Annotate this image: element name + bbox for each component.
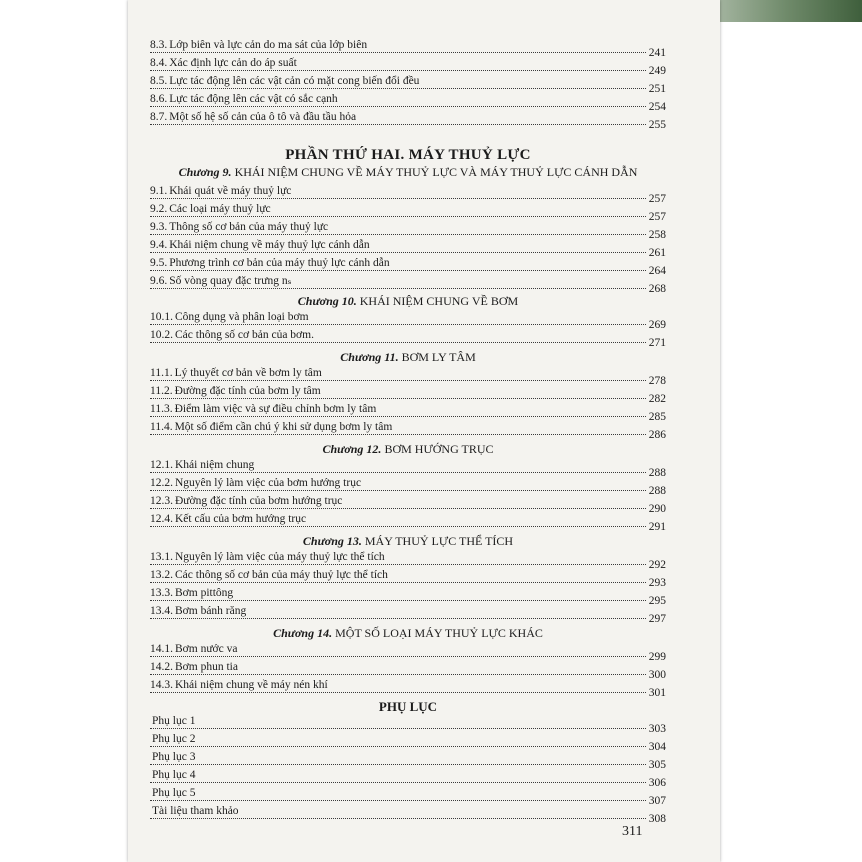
toc-entry-number: 9.2. <box>150 203 168 215</box>
dot-leader <box>150 618 666 619</box>
toc-entry <box>150 804 666 825</box>
toc-entry-title: Xác định lực cản do áp suất <box>169 57 297 69</box>
toc-entry-number: 8.6. <box>150 93 168 105</box>
toc-entry-text <box>150 568 388 583</box>
toc-entry-page: 290 <box>648 503 666 515</box>
chapter-heading <box>150 293 666 309</box>
dot-leader <box>150 434 666 435</box>
toc-entry <box>150 732 666 753</box>
toc-entry-title: Phụ lục 1 <box>152 715 196 727</box>
toc-entry-text <box>150 550 385 565</box>
toc-entry-text <box>150 220 328 235</box>
toc-entry-text <box>150 732 195 747</box>
toc-entry <box>150 786 666 807</box>
toc-entry-page: 307 <box>648 795 666 807</box>
toc-entry <box>150 642 666 663</box>
toc-entry-text <box>150 74 419 89</box>
toc-entry-page: 288 <box>648 467 666 479</box>
chapter-caption: Chương 13. <box>302 534 362 548</box>
dot-leader <box>150 728 666 729</box>
toc-entry <box>150 586 666 607</box>
toc-entry-page: 301 <box>648 687 666 699</box>
toc-entry-title: Công dụng và phân loại bơm <box>175 311 309 323</box>
chapter-title: BƠM LY TÂM <box>401 350 476 364</box>
toc-entry <box>150 366 666 387</box>
toc-entry-page: 288 <box>648 485 666 497</box>
toc-entry-title: Khái niệm chung <box>175 459 255 471</box>
toc-entry-page: 297 <box>648 613 666 625</box>
toc-entry-page: 264 <box>648 265 666 277</box>
toc-entry <box>150 74 666 95</box>
toc-entry-page: 278 <box>648 375 666 387</box>
part-title: PHẦN THỨ HAI. MÁY THUỶ LỰC <box>285 147 531 163</box>
toc-entry-text <box>150 660 238 675</box>
toc-entry <box>150 568 666 589</box>
toc-entry <box>150 458 666 479</box>
toc-entry <box>150 494 666 515</box>
toc-entry-page: 261 <box>648 247 666 259</box>
toc-entry <box>150 184 666 205</box>
toc-entry-text <box>150 476 361 491</box>
toc-entry-title: Thông số cơ bản của máy thuỷ lực <box>169 221 329 233</box>
dot-leader <box>150 270 666 271</box>
toc-entry-number: 8.5. <box>150 75 168 87</box>
chapter-heading <box>150 625 666 641</box>
dot-leader <box>150 582 666 583</box>
toc-entry-title: Một số điểm cần chú ý khi sử dụng bơm ly tâm <box>174 421 393 433</box>
toc-entry-title: Phụ lục 4 <box>152 769 196 781</box>
toc-entry-page: 269 <box>648 319 666 331</box>
dot-leader <box>150 800 666 801</box>
toc-entry-title: Lực tác động lên các vật có sắc cạnh <box>169 93 338 105</box>
toc-entry-number: 9.3. <box>150 221 168 233</box>
toc-entry <box>150 310 666 331</box>
toc-entry-text <box>150 328 314 343</box>
toc-entry-page: 286 <box>648 429 666 441</box>
chapter-title: MỘT SỐ LOẠI MÁY THUỶ LỰC KHÁC <box>335 626 543 640</box>
dot-leader <box>150 234 666 235</box>
chapter-heading <box>150 441 666 457</box>
toc-entry-page: 241 <box>648 47 666 59</box>
toc-entry-page: 303 <box>648 723 666 735</box>
toc-entry-number: 9.6. <box>150 275 168 287</box>
toc-entry-title: Phụ lục 2 <box>152 733 196 745</box>
toc-entry <box>150 476 666 497</box>
toc-entry-text <box>150 604 246 619</box>
toc-entry <box>150 220 666 241</box>
toc-entry-title: Nguyên lý làm việc của bơm hướng trục <box>175 477 362 489</box>
toc-entry-title: Phụ lục 3 <box>152 751 196 763</box>
dot-leader <box>150 252 666 253</box>
toc-entry-text <box>150 786 195 801</box>
toc-entry <box>150 274 666 295</box>
toc-entry-page: 285 <box>648 411 666 423</box>
toc-entry-title: Khái niệm chung về máy thuỷ lực cánh dẫn <box>169 239 370 251</box>
dot-leader <box>150 600 666 601</box>
chapter-caption: Chương 9. <box>178 165 232 179</box>
toc-entry <box>150 38 666 59</box>
toc-entry-page: 295 <box>648 595 666 607</box>
toc-entry-page: 258 <box>648 229 666 241</box>
toc-entry-page: 305 <box>648 759 666 771</box>
toc-entry-text <box>150 714 195 729</box>
toc-entry-number: 11.1. <box>150 367 173 379</box>
dot-leader <box>150 656 666 657</box>
toc-entry-text <box>150 768 195 783</box>
toc-entry-page: 257 <box>648 211 666 223</box>
chapter-title: PHỤ LỤC <box>378 699 438 714</box>
toc-entry-number: 9.4. <box>150 239 168 251</box>
dot-leader <box>150 124 666 125</box>
toc-entry-page: 293 <box>648 577 666 589</box>
toc-entry <box>150 384 666 405</box>
dot-leader <box>150 216 666 217</box>
toc-entry-title: Khái niệm chung về máy nén khí <box>175 679 328 691</box>
toc-entry-title: Đường đặc tính của bơm ly tâm <box>174 385 321 397</box>
toc-entry-number: 11.3. <box>150 403 173 415</box>
toc-entry-page: 292 <box>648 559 666 571</box>
chapter-caption: Chương 12. <box>322 442 382 456</box>
chapter-heading <box>150 164 666 180</box>
toc-entry-number: 13.3. <box>150 587 173 599</box>
dot-leader <box>150 324 666 325</box>
toc-entry-title: Bơm pittông <box>175 587 234 599</box>
toc-entry-text <box>150 642 237 657</box>
toc-entry-number: 11.2. <box>150 385 173 397</box>
toc-entry-text <box>150 366 322 381</box>
toc-entry <box>150 768 666 789</box>
toc-entry-text <box>150 586 233 601</box>
dot-leader <box>150 342 666 343</box>
toc-entry <box>150 202 666 223</box>
toc-entry-text <box>150 512 306 527</box>
toc-entry-title: Kết cấu của bơm hướng trục <box>175 513 307 525</box>
chapter-heading <box>150 533 666 549</box>
toc-entry <box>150 660 666 681</box>
toc-entry <box>150 402 666 423</box>
toc-entry-text <box>150 402 376 417</box>
toc-entry-title: Các loại máy thuỷ lực <box>169 203 271 215</box>
dot-leader <box>150 490 666 491</box>
toc-entry-page: 291 <box>648 521 666 533</box>
toc-entry-page: 257 <box>648 193 666 205</box>
toc-entry <box>150 420 666 441</box>
toc-entry-number: 14.1. <box>150 643 173 655</box>
toc-entry-number: 8.3. <box>150 39 168 51</box>
dot-leader <box>150 198 666 199</box>
dot-leader <box>150 564 666 565</box>
toc-entry-number: 14.3. <box>150 679 173 691</box>
toc-entry-title: Bơm bánh răng <box>175 605 247 617</box>
toc-entry-number: 12.1. <box>150 459 173 471</box>
toc-entry <box>150 328 666 349</box>
toc-entry-number: 9.1. <box>150 185 168 197</box>
toc-entry <box>150 92 666 113</box>
toc-entry-number: 13.4. <box>150 605 173 617</box>
toc-entry <box>150 678 666 699</box>
dot-leader <box>150 398 666 399</box>
toc-entry-title: Số vòng quay đặc trưng nₛ <box>169 275 292 287</box>
toc-entry-number: 12.3. <box>150 495 173 507</box>
toc-entry-page: 300 <box>648 669 666 681</box>
toc-entry-title: Khái quát về máy thuỷ lực <box>169 185 292 197</box>
toc-entry-text <box>150 202 271 217</box>
toc-entry-page: 308 <box>648 813 666 825</box>
toc-entry-text <box>150 56 297 71</box>
toc-entry-title: Lý thuyết cơ bản về bơm ly tâm <box>174 367 322 379</box>
toc-entry-page: 271 <box>648 337 666 349</box>
toc-entry-title: Phương trình cơ bản của máy thuỷ lực cánh dẫn <box>169 257 390 269</box>
toc-entry-text <box>150 750 195 765</box>
toc-entry-text <box>150 38 367 53</box>
toc-entry-number: 12.4. <box>150 513 173 525</box>
dot-leader <box>150 288 666 289</box>
toc-entry-number: 11.4. <box>150 421 173 433</box>
toc-entry-title: Một số hệ số cản của ô tô và đầu tầu hỏa <box>169 111 357 123</box>
toc-entry-title: Các thông số cơ bản của máy thuỷ lực thể tích <box>175 569 388 581</box>
toc-entry-number: 10.1. <box>150 311 173 323</box>
toc-entry <box>150 110 666 131</box>
toc-entry-number: 8.4. <box>150 57 168 69</box>
toc-entry <box>150 256 666 277</box>
toc-entry-title: Lực tác động lên các vật cản có mặt cong biến đổi đều <box>169 75 420 87</box>
toc-entry-text <box>150 274 291 289</box>
toc-entry-title: Đường đặc tính của bơm hướng trục <box>175 495 343 507</box>
dot-leader <box>150 782 666 783</box>
toc-entry-page: 299 <box>648 651 666 663</box>
dot-leader <box>150 380 666 381</box>
dot-leader <box>150 52 666 53</box>
dot-leader <box>150 508 666 509</box>
dot-leader <box>150 746 666 747</box>
toc-entry-page: 282 <box>648 393 666 405</box>
chapter-title: KHÁI NIỆM CHUNG VỀ MÁY THUỶ LỰC VÀ MÁY THUỶ LỰC CÁNH DẪN <box>234 165 638 179</box>
chapter-heading <box>150 349 666 365</box>
toc-entry-number: 12.2. <box>150 477 173 489</box>
toc-entry <box>150 550 666 571</box>
dot-leader <box>150 692 666 693</box>
toc-entry-page: 268 <box>648 283 666 295</box>
toc-entry-page: 251 <box>648 83 666 95</box>
toc-entry-number: 13.1. <box>150 551 173 563</box>
chapter-title: KHÁI NIỆM CHUNG VỀ BƠM <box>359 294 519 308</box>
toc-entry-text <box>150 458 254 473</box>
background-edge <box>712 0 862 22</box>
dot-leader <box>150 526 666 527</box>
dot-leader <box>150 764 666 765</box>
toc-entry-title: Bơm nước va <box>175 643 238 655</box>
toc-entry-text <box>150 92 338 107</box>
toc-entry <box>150 238 666 259</box>
toc-entry-title: Lớp biên và lực cản do ma sát của lớp biên <box>169 39 368 51</box>
toc-entry-number: 9.5. <box>150 257 168 269</box>
dot-leader <box>150 472 666 473</box>
chapter-title: BƠM HƯỚNG TRỤC <box>384 442 494 456</box>
dot-leader <box>150 106 666 107</box>
toc-entry <box>150 750 666 771</box>
toc-entry-number: 13.2. <box>150 569 173 581</box>
dot-leader <box>150 88 666 89</box>
toc-entry-title: Tài liệu tham khảo <box>152 805 239 817</box>
chapter-heading <box>150 699 666 715</box>
toc-entry-text <box>150 384 321 399</box>
toc-entry <box>150 512 666 533</box>
toc-entry-title: Bơm phun tia <box>175 661 238 673</box>
toc-entry-page: 304 <box>648 741 666 753</box>
toc-entry-text <box>150 310 309 325</box>
toc-entry-text <box>150 110 356 125</box>
toc-entry-page: 306 <box>648 777 666 789</box>
toc-entry <box>150 714 666 735</box>
dot-leader <box>150 674 666 675</box>
toc-entry-page: 254 <box>648 101 666 113</box>
toc-entry-text <box>150 494 342 509</box>
toc-entry-title: Nguyên lý làm việc của máy thuỷ lực thể tích <box>175 551 385 563</box>
toc-entry-text <box>150 678 328 693</box>
toc-entry-title: Điểm làm việc và sự điều chỉnh bơm ly tâm <box>174 403 377 415</box>
toc-entry-title: Phụ lục 5 <box>152 787 196 799</box>
toc-entry-text <box>150 256 390 271</box>
toc-entry-title: Các thông số cơ bản của bơm. <box>175 329 314 341</box>
toc-entry-number: 14.2. <box>150 661 173 673</box>
chapter-title: MÁY THUỶ LỰC THỂ TÍCH <box>364 534 514 548</box>
toc-entry-text <box>150 238 370 253</box>
toc-entry-number: 10.2. <box>150 329 173 341</box>
dot-leader <box>150 818 666 819</box>
toc-entry-text <box>150 804 239 819</box>
chapter-caption: Chương 11. <box>340 350 399 364</box>
toc-entry-text <box>150 420 392 435</box>
page-number: 311 <box>622 824 643 839</box>
toc-entry <box>150 604 666 625</box>
toc-entry-page: 255 <box>648 119 666 131</box>
dot-leader <box>150 70 666 71</box>
toc-entry-page: 249 <box>648 65 666 77</box>
toc-entry-text <box>150 184 291 199</box>
chapter-caption: Chương 14. <box>273 626 333 640</box>
toc-entry <box>150 56 666 77</box>
toc-entry-number: 8.7. <box>150 111 168 123</box>
chapter-caption: Chương 10. <box>297 294 357 308</box>
dot-leader <box>150 416 666 417</box>
